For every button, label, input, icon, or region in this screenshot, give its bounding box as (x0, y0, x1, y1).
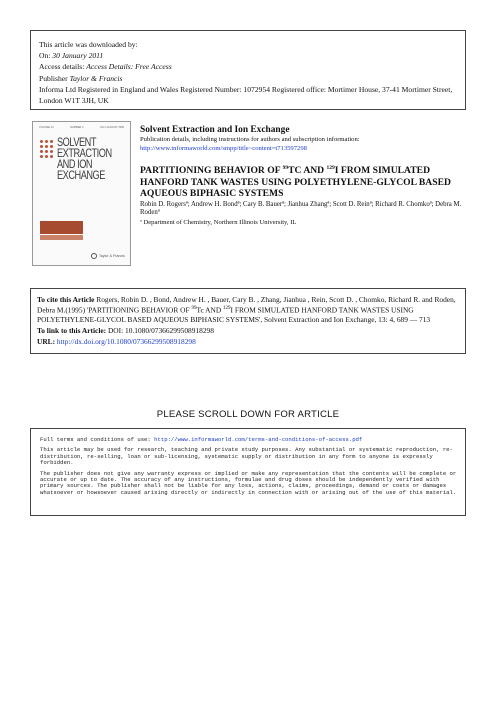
journal-cover-image (32, 121, 131, 266)
usage-paragraph: This article may be used for research, teaching and private study purposes. Any substantial or systematic reproduction, re-distribution, re-selling, loan or sub-licensing, systematic supply or distribution in any form to anyone is expressly forbidden. (40, 446, 453, 467)
disclaimer-paragraph: The publisher does not give any warranty express or implied or make any representation that the contents will be complete or accurate or up to date. The accuracy of any instructions, formulae and drug doses should be independently verified with primary sources. The publisher shall not be liable for any loss, actions, claims, proceedings, demand or costs or damages whatsoever or howsoever caused arising directly or indirectly in connection with or arising out of the use of this material. (40, 469, 457, 496)
link-label: To link to this Article: (37, 326, 108, 336)
informa-registration: Informa Ltd Registered in England and Wales Registered Number: 1072954 Registered office: Mortimer House, 37-41 Mortimer Street, London W1T 3JH, UK (39, 84, 453, 106)
download-date: 30 January 2011 (52, 51, 104, 61)
cover-volume: VOLUME 13 (39, 126, 54, 129)
cover-color-strip (40, 235, 83, 240)
journal-url-link[interactable]: http://www.informaworld.com/smpp/title~content=t713597298 (140, 144, 307, 152)
cover-publisher-logo: Taylor & Francis (91, 253, 125, 259)
journal-name: Solvent Extraction and Ion Exchange (140, 125, 290, 135)
article-authors: Robin D. Rogersª; Andrew H. Bondª; Cary B. Bauerª; Jianhua Zhangª; Scott D. Reinª; Richard R. Chomkoª; Debra M. Rodenª (140, 200, 462, 217)
cover-header (39, 126, 124, 132)
access-value: Access Details: Free Access (86, 62, 172, 72)
download-date-line (39, 50, 459, 61)
cover-date: JULY-AUGUST 1995 (99, 126, 124, 129)
cover-title: SOLVENT EXTRACTION AND ION EXCHANGE (57, 135, 112, 182)
terms-line: Full terms and conditions of use: http://www.informaworld.com/terms-and-conditions-of-access.pdf (40, 436, 363, 443)
citation-text: To cite this Article Rogers, Robin D. , Bond, Andrew H. , Bauer, Cary B. , Zhang, Jianhua , Rein, Scott D. , Chomko, Richard R. and Roden, Debra M.(1995) 'PARTITIONING BEHAVIOR OF $^{99}$Tc AND $^{129}$I FROM SIMULATED HANFORD TANK WASTES USING POLYETHYLENE-GLYCOL BASED AQUEOUS BIPHASIC SYSTEMS', Solvent Extraction and Ion Exchange, 13: 4, 689 — 713 (37, 295, 456, 324)
scroll-notice: PLEASE SCROLL DOWN FOR ARTICLE (156, 409, 340, 420)
doi-line (37, 326, 457, 335)
on-label: On: (39, 51, 53, 61)
download-info-box (30, 30, 466, 110)
url-label: URL: (37, 337, 57, 347)
cover-color-block (40, 221, 83, 234)
cover-dot-pattern (40, 140, 54, 158)
access-details-line (39, 61, 459, 72)
publisher-line (39, 73, 459, 84)
author-affiliation: ª Department of Chemistry, Northern Illinois University, IL (140, 219, 297, 227)
publisher-label: Publisher (39, 73, 70, 83)
access-label: Access details: (39, 62, 87, 72)
terms-box (30, 428, 466, 516)
doi-url-link[interactable]: http://dx.doi.org/10.1080/07366299508918298 (56, 337, 196, 347)
terms-link[interactable]: http://www.informaworld.com/terms-and-conditions-of-access.pdf (154, 436, 363, 443)
article-info (140, 124, 470, 227)
doi-value: DOI: 10.1080/07366299508918298 (107, 326, 214, 336)
url-line (37, 337, 457, 346)
downloaded-by-line: This article was downloaded by: (39, 40, 138, 49)
publisher-value: Taylor & Francis (69, 73, 123, 83)
cover-number: NUMBER 4 (70, 126, 84, 129)
publication-details: Publication details, including instructions for authors and subscription information: (140, 136, 360, 143)
publisher-logo-icon (91, 253, 97, 259)
citation-box (30, 288, 466, 354)
cite-label: To cite this Article (37, 295, 97, 304)
article-title: PARTITIONING BEHAVIOR OF $^{99}$TC AND $^{129}$I FROM SIMULATED HANFORD TANK WASTES USING POLYETHYLENE-GLYCOL BASED AQUEOUS BIPHASIC SYSTEMS (140, 165, 451, 200)
